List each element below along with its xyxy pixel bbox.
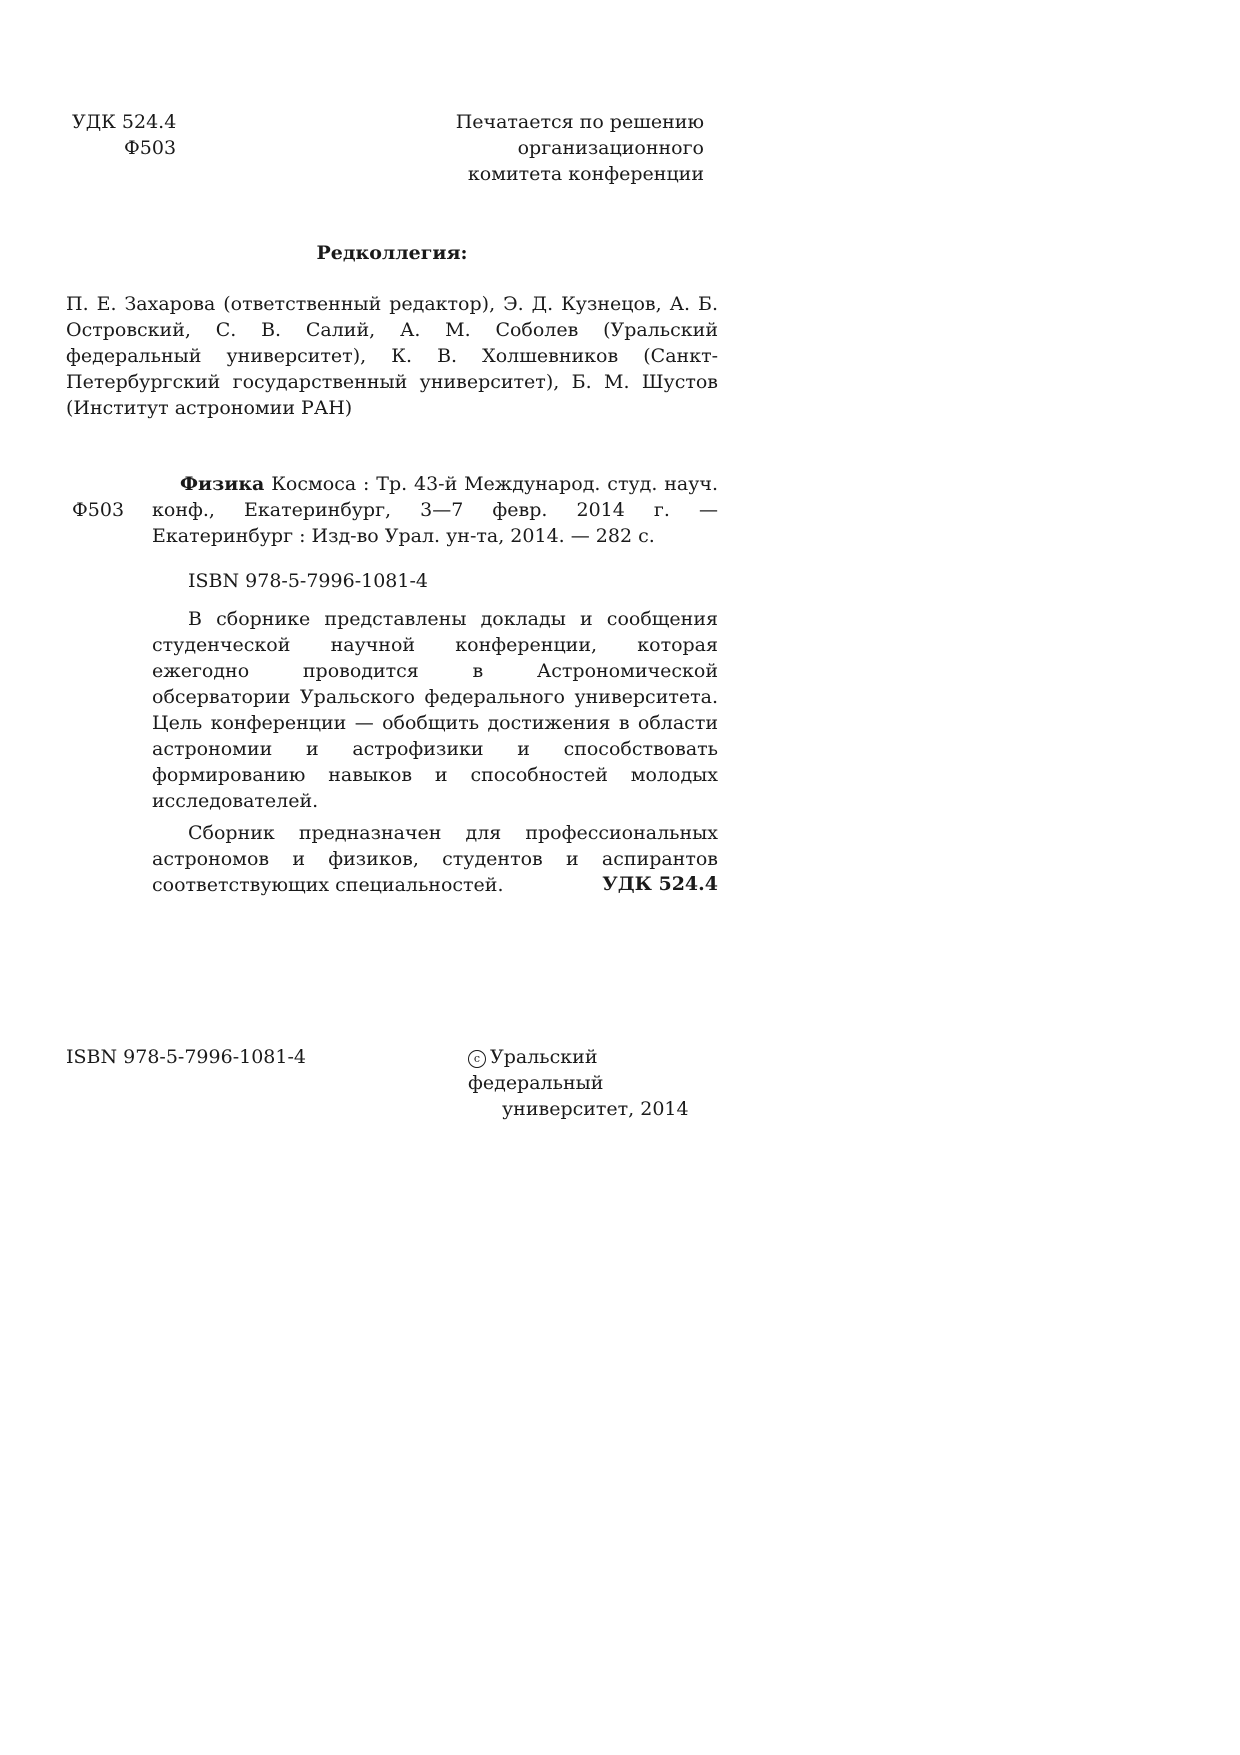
copyright-notice (468, 1044, 728, 1122)
editorial-board-members: П. Е. Захарова (ответственный редактор), Э. Д. Кузнецов, А. Б. Островский, С. В. Салий, А. М. Соболев (Уральский федеральный университет), К. В. Холшевников (Санкт-Петербургский государственный университет), Б. М. Шустов (Институт астрономии РАН) (66, 293, 718, 419)
catalog-code: Ф503 (124, 137, 177, 159)
print-authorization-note: Печатается по решению организационного комитета конференции (455, 111, 704, 185)
udk-code: УДК 524.4 (72, 111, 177, 133)
editorial-board-title: Редколлегия: (316, 242, 468, 264)
bibliographic-record (152, 471, 718, 549)
udk-code-bottom: УДК 524.4 (602, 873, 718, 895)
record-title-bold: Физика (180, 473, 265, 495)
record-citation: Космоса : Тр. 43-й Международ. студ. науч. конф., Екатеринбург, 3—7 февр. 2014 г. — Екатеринбург : Изд-во Урал. ун-та, 2014. — 282 с. (152, 473, 718, 547)
catalog-code-side: Ф503 (72, 499, 125, 521)
isbn-record: ISBN 978-5-7996-1081-4 (188, 570, 428, 592)
abstract (152, 606, 718, 904)
copyright-icon: c (468, 1050, 486, 1068)
copyright-holder: Уральский федеральный (468, 1046, 604, 1094)
isbn-footer: ISBN 978-5-7996-1081-4 (66, 1046, 306, 1068)
abstract-paragraph: Сборник предназначен для профессиональных астрономов и физиков, студентов и аспирантов соответствующих специальностей. (152, 822, 718, 896)
udk-code-block (72, 109, 176, 161)
abstract-paragraph: В сборнике представлены доклады и сообщения студенческой научной конференции, которая ежегодно проводится в Астрономической обсерватории Уральского федерального университета. Цель конференции — обобщить достижения в области астрономии и астрофизики и способствовать формированию навыков и способностей молодых исследователей. (152, 608, 718, 812)
copyright-year-line: университет, 2014 (502, 1098, 689, 1120)
